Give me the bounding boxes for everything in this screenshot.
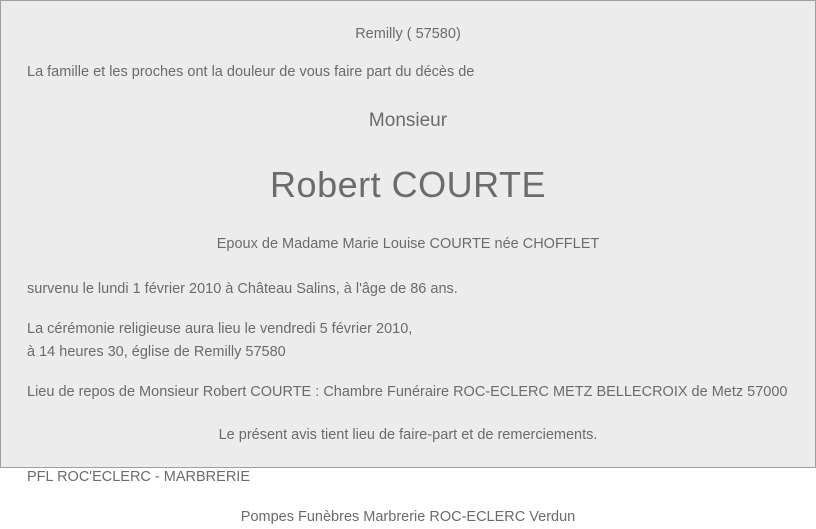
death-details: survenu le lundi 1 février 2010 à Château Salins, à l'âge de 86 ans. bbox=[27, 280, 458, 297]
locality-line: Remilly ( 57580) bbox=[355, 26, 461, 42]
company-name: PFL ROC'ECLERC - MARBRERIE bbox=[27, 468, 250, 485]
spouse-line: Epoux de Madame Marie Louise COURTE née CHOFFLET bbox=[216, 236, 600, 253]
ceremony-line-2: à 14 heures 30, église de Remilly 57580 bbox=[27, 343, 286, 360]
footer-company: Pompes Funèbres Marbrerie ROC-ECLERC Verdun bbox=[240, 509, 576, 526]
thanks-note: Le présent avis tient lieu de faire-part et de remerciements. bbox=[218, 426, 598, 443]
deceased-name: Robert COURTE bbox=[270, 164, 546, 206]
resting-place: Lieu de repos de Monsieur Robert COURTE : Chambre Funéraire ROC-ECLERC METZ BELLECROIX de Metz 57000 bbox=[27, 384, 788, 401]
intro-text: La famille et les proches ont la douleur de vous faire part du décès de bbox=[27, 64, 475, 81]
ceremony-details bbox=[27, 318, 789, 363]
ceremony-line-1: La cérémonie religieuse aura lieu le vendredi 5 février 2010, bbox=[27, 321, 413, 338]
honorific-title: Monsieur bbox=[368, 109, 448, 131]
